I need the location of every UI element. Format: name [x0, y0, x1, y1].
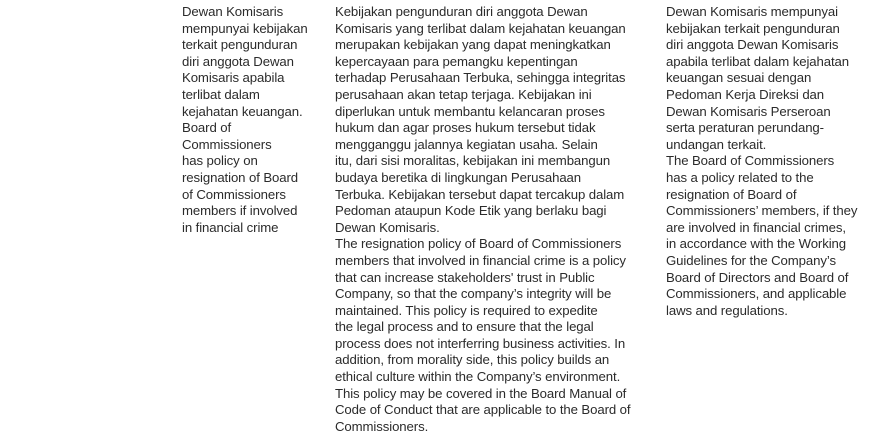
implementation-text-id: Dewan Komisaris mempunyai kebijakan terkait pengunduran diri anggota Dewan Komisaris apabila terlibat dalam kejahatan keuangan sesuai dengan Pedoman Kerja Direksi dan Dewan Komisaris Perseroan serta peraturan perundang- undangan terkait. — [666, 4, 850, 152]
explanation-column — [335, 4, 655, 435]
recommendation-text-en: Board of Commissioners has policy on resignation of Board of Commissioners members if involved in financial crime — [182, 120, 299, 235]
recommendation-column — [182, 4, 332, 236]
implementation-text-en: The Board of Commissioners has a policy related to the resignation of Board of Commissioners’ members, if they are involved in financial crimes, in accordance with the Working Guidelines for the Company’s Board of Directors and Board of Commissioners, and applicable laws and regulations. — [666, 153, 858, 318]
explanation-text-id: Kebijakan pengunduran diri anggota Dewan Komisaris yang terlibat dalam kejahatan keuangan merupakan kebijakan yang dapat meningkatkan kepercayaan para pemangku kepentingan terhadap Perusahaan Terbuka, sehingga integritas perusahaan akan tetap terjaga. Kebijakan ini diperlukan untuk membantu kelancaran proses hukum dan agar proses hukum tersebut tidak mengganggu jalannya kegiatan usaha. Selain itu, dari sisi moralitas, kebijakan ini membangun budaya beretika di lingkungan Perusahaan Terbuka. Kebijakan tersebut dapat tercakup dalam Pedoman ataupun Kode Etik yang berlaku bagi Dewan Komisaris. — [335, 4, 626, 235]
recommendation-text-id: Dewan Komisaris mempunyai kebijakan terkait pengunduran diri anggota Dewan Komisaris apabila terlibat dalam kejahatan keuangan. — [182, 4, 308, 119]
explanation-text-en: The resignation policy of Board of Commissioners members that involved in financial crime is a policy that can increase stakeholders' trust in Public Company, so that the company’s integrity will be maintained. This policy is required to expedite the legal process and to ensure that the legal process does not interferring business activities. In addition, from morality side, this policy builds an ethical culture within the Company’s environment. This policy may be covered in the Board Manual of Code of Conduct that are applicable to the Board of Commissioners. — [335, 236, 631, 434]
implementation-column — [666, 4, 874, 319]
